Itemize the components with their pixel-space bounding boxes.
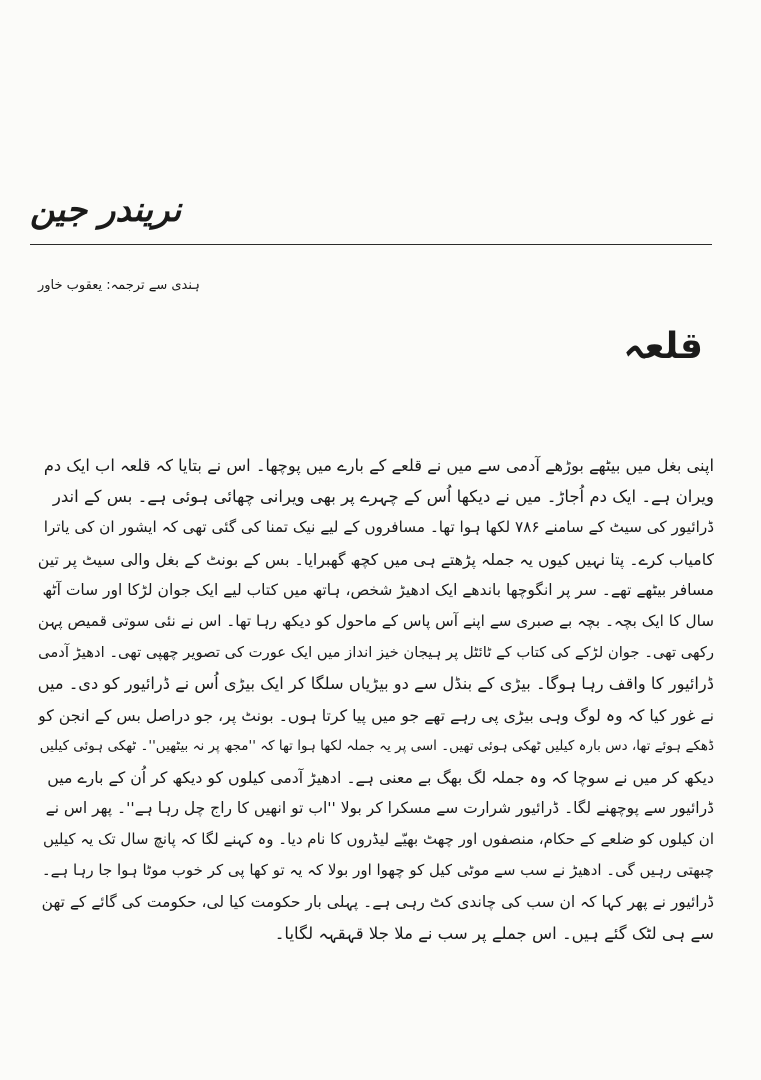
translator-credit: ہندی سے ترجمہ: یعقوب خاور <box>38 278 200 293</box>
text-line: نے غور کیا کہ وہ لوگ وہی بیڑی پی رہے تھے جو میں پیا کرتا ہوں۔ بونٹ پر، جو دراصل بس کے انجن کو <box>38 705 714 725</box>
text-line: چبھتی رہیں گی۔ ادھیڑ نے سب سے موٹی کیل کو چھوا اور بولا کہ یہ تو کھا پی کر خوب موٹا ہوا جا رہا ہے۔ <box>41 861 714 880</box>
text-line: دیکھ کر میں نے سوچا کہ وہ جملہ لگ بھگ بے معنی ہے۔ ادھیڑ آدمی کیلوں کو دیکھ کر اُن کے بارے میں <box>47 767 714 787</box>
text-line: رکھی تھی۔ جوان لڑکے کی کتاب کے ٹائٹل پر ہیجان خیز انداز میں ایک عورت کی تصویر چھپی تھی۔ ادھیڑ آدمی <box>38 644 714 662</box>
text-line: سے ہی لٹک گئے ہیں۔ اس جملے پر سب نے ملا جلا قہقہہ لگایا۔ <box>274 923 714 943</box>
text-line: کامیاب کرے۔ پتا نہیں کیوں یہ جملہ پڑھتے ہی میں کچھ گھبرایا۔ بس کے بونٹ کے بغل والی سیٹ پر تین <box>38 549 714 569</box>
text-line: ڈرائیور کا واقف رہا ہوگا۔ بیڑی کے بنڈل سے دو بیڑیاں سلگا کر ایک بیڑی اُس نے ڈرائیور کو دی۔ میں <box>38 674 714 694</box>
story-title: قلعہ <box>623 326 703 367</box>
text-line: سال کا ایک بچہ۔ بچہ بے صبری سے اپنے آس پاس کے ماحول کو دیکھ رہا تھا۔ اس نے نئی سوتی قمیص پہن <box>38 611 714 630</box>
text-line: ڈھکے ہوئے تھا، دس بارہ کیلیں ٹھکی ہوئی تھیں۔ اسی پر یہ جملہ لکھا ہوا تھا کہ ''مجھ پر نہ بیٹھیں''۔ ٹھکی ہوئی کیلیں <box>39 737 714 754</box>
text-line: ڈرائیور سے پوچھنے لگا۔ ڈرائیور شرارت سے مسکرا کر بولا ''اب تو انھیں کا راج چل رہا ہے''۔ پھر اس نے <box>45 799 714 818</box>
text-line: ڈرائیور نے پھر کہا کہ ان سب کی چاندی کٹ رہی ہے۔ پہلی بار حکومت کیا لی، حکومت کی گائے کے تھن <box>41 892 714 911</box>
text-line: ویران ہے۔ ایک دم اُجاڑ۔ میں نے دیکھا اُس کے چہرے پر بھی ویرانی چھائی ہوئی ہے۔ بس کے اندر <box>52 487 714 507</box>
text-line: ڈرائیور کی سیٹ کے سامنے ۷۸۶ لکھا ہوا تھا۔ مسافروں کے لیے نیک تمنا کی گئی تھی کہ ایشور ان کی یاترا <box>43 518 714 537</box>
header-divider <box>30 244 712 245</box>
text-line: مسافر بیٹھے تھے۔ سر پر انگوچھا باندھے ایک ادھیڑ شخص، ہاتھ میں کتاب لیے ایک جوان لڑکا اور سات آٹھ <box>42 580 714 599</box>
text-line: اپنی بغل میں بیٹھے بوڑھے آدمی سے میں نے قلعے کے بارے میں پوچھا۔ اس نے بتایا کہ قلعہ اب ایک دم <box>43 456 714 475</box>
text-line: ان کیلوں کو ضلعے کے حکام، منصفوں اور چھٹ بھیّے لیڈروں کا نام دیا۔ وہ کہنے لگا کہ پانچ سال تک یہ کیلیں <box>42 830 714 849</box>
author-name: نریندر جین <box>30 190 182 230</box>
story-body <box>38 450 714 949</box>
